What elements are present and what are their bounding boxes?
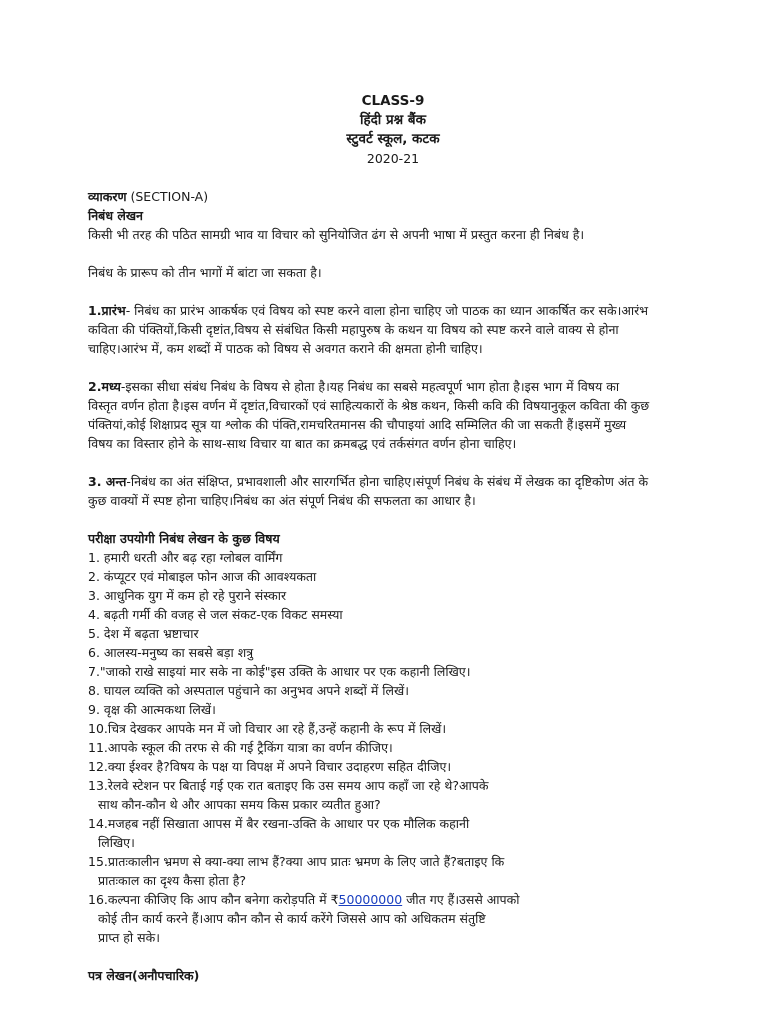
part-line: -निबंध का अंत संक्षिप्त, प्रभावशाली और सारगर्भित होना चाहिए।संपूर्ण निबंध के संबंध में लेखक का दृष्टिकोण अंत के [126, 474, 649, 489]
list-item: 9. वृक्ष की आत्मकथा लिखें। [88, 702, 216, 717]
part-line: चाहिए।आरंभ में, कम शब्दों में पाठक को विषय से अवगत कराने की क्षमता होनी चाहिए। [88, 341, 483, 356]
list-item-continued: साथ कौन-कौन थे और आपका समय किस प्रकार व्यतीत हुआ? [98, 797, 381, 812]
list-item: 5. देश में बढ़ता भ्रष्टाचार [88, 626, 199, 641]
item-text: जीत गए हैं।उससे आपको [402, 892, 520, 907]
list-item-continued: कोई तीन कार्य करने हैं।आप कौन कौन से कार्य करेंगे जिससे आप को अधिकतम संतुष्टि [98, 911, 486, 926]
list-item: 3. आधुनिक युग में कम हो रहे पुराने संस्कार [88, 588, 287, 603]
school-title: स्टुवर्ट स्कूल, कटक [346, 131, 440, 147]
part-line: विस्तृत वर्णन होता है।इस वर्णन में दृष्टांत,विचारकों एवं साहित्यकारों के श्रेष्ठ कथन, किसी कवि की विषयानुकूल कविता की कुछ [88, 398, 650, 413]
part-label: 1.प्रारंभ [88, 303, 126, 318]
topics-heading: परीक्षा उपयोगी निबंध लेखन के कुछ विषय [88, 531, 280, 546]
letter-heading: पत्र लेखन(अनौपचारिक) [88, 968, 200, 983]
intro-parts: निबंध के प्रारूप को तीन भागों में बांटा जा सकता है। [88, 265, 322, 280]
part-line: विषय का विस्तार होने के साथ-साथ विचार या बात का क्रमबद्ध एवं तर्कसंगत वर्णन होना चाहिए। [88, 436, 517, 451]
part-line: पंक्तियां,कोई शिक्षाप्रद सूत्र या श्लोक की पंक्ति,रामचरितमानस की चौपाइयां आदि सम्मिलित की जा सकती हैं।इसमें मुख्य [88, 417, 627, 432]
list-item: 13.रेलवे स्टेशन पर बिताई गई एक रात बताइए कि उस समय आप कहाँ जा रहे थे?आपके [88, 778, 489, 793]
part-line: कविता की पंक्तियों,किसी दृष्टांत,विषय से संबंधित किसी महापुरुष के कथन या विषय को स्पष्ट करने वाले वाक्य से होना [88, 322, 619, 337]
document-page [88, 92, 698, 985]
list-item: 8. घायल व्यक्ति को अस्पताल पहुंचाने का अनुभव अपने शब्दों में लिखें। [88, 683, 409, 698]
list-item-continued: प्रातःकाल का दृश्य कैसा होता है? [98, 873, 247, 888]
part-middle [88, 377, 698, 453]
list-item: 11.आपके स्कूल की तरफ से की गई ट्रैकिंग यात्रा का वर्णन कीजिए। [88, 740, 393, 755]
list-item: 10.चित्र देखकर आपके मन में जो विचार आ रहे हैं,उन्हें कहानी के रूप में लिखें। [88, 721, 447, 736]
item-text: 16.कल्पना कीजिए कि आप कौन बनेगा करोड़पति में ₹ [88, 892, 339, 907]
list-item: 6. आलस्य-मनुष्य का सबसे बड़ा शत्रु [88, 645, 254, 660]
part-beginning [88, 301, 698, 358]
list-item [88, 890, 698, 909]
session-year: 2020-21 [366, 151, 420, 166]
part-label: 3. अन्त [88, 474, 127, 489]
list-item: 7."जाको राखे साइयां मार सके ना कोई"इस उक्ति के आधार पर एक कहानी लिखिए। [88, 664, 471, 679]
part-line: - निबंध का प्रारंभ आकर्षक एवं विषय को स्पष्ट करने वाला होना चाहिए जो पाठक का ध्यान आकर्षित कर सके।आरंभ [125, 303, 648, 318]
list-item: 2. कंप्यूटर एवं मोबाइल फोन आज की आवश्यकता [88, 569, 317, 584]
amount-link[interactable]: 50000000 [338, 892, 403, 907]
part-line: कुछ वाक्यों में स्पष्ट होना चाहिए।निबंध का अंत संपूर्ण निबंध की सफलता का आधार है। [88, 493, 476, 508]
list-item: 4. बढ़ती गर्मी की वजह से जल संकट-एक विकट समस्या [88, 607, 343, 622]
part-end [88, 472, 698, 510]
list-item: 1. हमारी धरती और बढ़ रहा ग्लोबल वार्मिंग [88, 550, 283, 565]
intro-definition: किसी भी तरह की पठित सामग्री भाव या विचार को सुनियोजित ढंग से अपनी भाषा में प्रस्तुत करना ही निबंध है। [88, 227, 585, 242]
part-line: -इसका सीधा संबंध निबंध के विषय से होता है।यह निबंध का सबसे महत्वपूर्ण भाग होता है।इस भाग में विषय का [120, 379, 620, 394]
section-title: व्याकरण [88, 189, 127, 204]
section-code: (SECTION-A) [130, 189, 209, 204]
list-item-continued: प्राप्त हो सके। [98, 930, 160, 945]
topics-list [88, 548, 698, 947]
section-heading [88, 187, 698, 206]
class-title: CLASS-9 [361, 93, 425, 109]
list-item: 12.क्या ईश्वर है?विषय के पक्ष या विपक्ष में अपने विचार उदाहरण सहित दीजिए। [88, 759, 452, 774]
topic-heading: निबंध लेखन [88, 208, 143, 223]
list-item: 15.प्रातःकालीन भ्रमण से क्या-क्या लाभ हैं?क्या आप प्रातः भ्रमण के लिए जाते हैं?बताइए कि [88, 854, 505, 869]
part-label: 2.मध्य [88, 379, 121, 394]
list-item: 14.मजहब नहीं सिखाता आपस में बैर रखना-उक्ति के आधार पर एक मौलिक कहानी [88, 816, 470, 831]
list-item-continued: लिखिए। [98, 835, 135, 850]
subject-title: हिंदी प्रश्न बैंक [359, 112, 427, 128]
